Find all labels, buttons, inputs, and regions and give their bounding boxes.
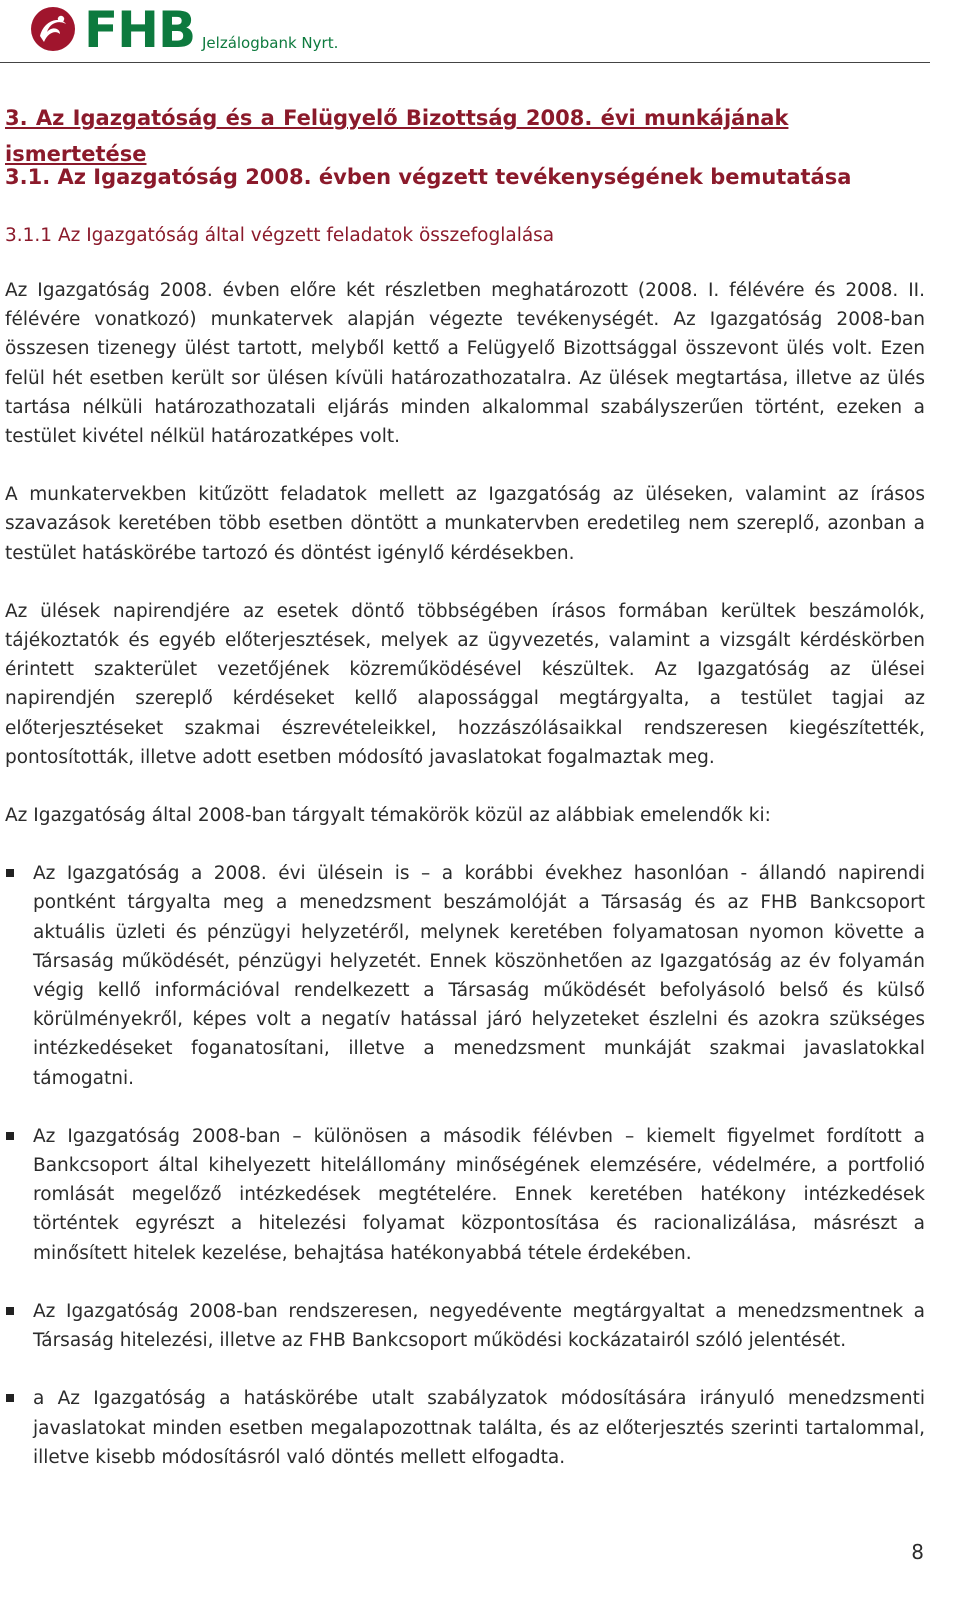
- logo-wordmark: FHB: [84, 1, 196, 59]
- square-bullet-icon: [6, 1307, 14, 1315]
- list-item-text: Az Igazgatóság a 2008. évi ülésein is – a korábbi évekhez hasonlóan - állandó napirendi pontként tárgyalta meg a menedzsment beszámolóját a Társaság és az FHB Bankcsoport aktuális üzleti és pénzügyi helyzetéről, melynek keretében folyamatosan nyomon követte a Társaság működését, pénzügyi helyzetét. Ennek köszönhetően az Igazgatóság az év folyamán végig kellő információval rendelkezett a Társaság működését befolyásoló belső és külső körülményekről, képes volt a negatív hatással járó helyzeteket észlelni és azokra szükséges intézkedéseket foganatosítani, illetve a menedzsment munkáját szakmai javaslatokkal támogatni.: [33, 863, 925, 1089]
- list-item: [5, 1297, 925, 1355]
- list-item-text: Az Igazgatóság 2008-ban – különösen a második félévben – kiemelt figyelmet fordított a Bankcsoport által kihelyezett hitelállomány minőségének elemzésére, védelmére, a portfolió romlását megelőző intézkedések megtételére. Ennek keretében hatékony intézkedések történtek egyrészt a hitelezési folyamat központosítása és racionalizálása, másrészt a minősített hitelek kezelése, behajtása hatékonyabbá tétele érdekében.: [33, 1125, 925, 1264]
- square-bullet-icon: [6, 869, 14, 877]
- list-item: [5, 859, 925, 1093]
- square-bullet-icon: [6, 1132, 14, 1140]
- fhb-swirl-logo-icon: [30, 6, 76, 52]
- topic-bullet-list: [5, 859, 925, 1472]
- list-item: [5, 1122, 925, 1268]
- document-body: [5, 100, 925, 1472]
- subsection-title: 3.1. Az Igazgatóság 2008. évben végzett tevékenységének bemutatása: [5, 165, 852, 189]
- page-number: 8: [911, 1540, 924, 1564]
- logo-subtitle: Jelzálogbank Nyrt.: [202, 34, 339, 52]
- page-header: [0, 0, 960, 64]
- paragraph: Az Igazgatóság 2008. évben előre két részletben meghatározott (2008. I. félévére és 2008. II. félévére vonatkozó) munkatervek alapján végezte tevékenységét. Az Igazgatóság 2008-ban összesen tizenegy ülést tartott, melyből kettő a Felügyelő Bizottsággal összevont ülés volt. Ezen felül hét esetben került sor ülésen kívüli határozathozatalra. Az ülések megtartása, illetve az ülés tartása nélküli határozathozatali eljárás minden alkalommal szabályszerűen történt, ezeken a testület kivétel nélkül határozatképes volt.: [5, 280, 925, 448]
- square-bullet-icon: [6, 1394, 14, 1402]
- section-title: 3. Az Igazgatóság és a Felügyelő Bizottság 2008. évi munkájának ismertetése: [5, 106, 789, 166]
- list-item-text: a Az Igazgatóság a hatáskörébe utalt szabályzatok módosítására irányuló menedzsmenti javaslatokat minden esetben megalapozottnak találta, és az előterjesztés szerinti tartalommal, illetve kisebb módosításról való döntés mellett elfogadta.: [33, 1388, 925, 1468]
- subsubsection-title: 3.1.1 Az Igazgatóság által végzett feladatok összefoglalása: [5, 225, 555, 246]
- list-item: [5, 1384, 925, 1472]
- paragraph: Az Igazgatóság által 2008-ban tárgyalt témakörök közül az alábbiak emelendők ki:: [5, 805, 771, 827]
- paragraph: Az ülések napirendjére az esetek döntő többségében írásos formában kerültek beszámolók, tájékoztatók és egyéb előterjesztések, melyek az ügyvezetés, valamint a vizsgált kérdéskörben érintett szakterület vezetőjének közreműködésével készültek. Az Igazgatóság az ülései napirendjén szereplő kérdéseket kellő alapossággal megtárgyalta, a testület tagjai az előterjesztéseket szakmai észrevételeikkel, hozzászólásaikkal rendszeresen kiegészítették, pontosították, illetve adott esetben módosító javaslatokat fogalmaztak meg.: [5, 600, 925, 768]
- header-divider: [0, 62, 930, 63]
- list-item-text: Az Igazgatóság 2008-ban rendszeresen, negyedévente megtárgyaltat a menedzsmentnek a Társaság hitelezési, illetve az FHB Bankcsoport működési kockázatairól szóló jelentését.: [33, 1300, 925, 1352]
- paragraph: A munkatervekben kitűzött feladatok mellett az Igazgatóság az üléseken, valamint az írásos szavazások keretében több esetben döntött a munkatervben eredetileg nem szereplő, azonban a testület hatáskörébe tartozó és döntést igénylő kérdésekben.: [5, 484, 925, 564]
